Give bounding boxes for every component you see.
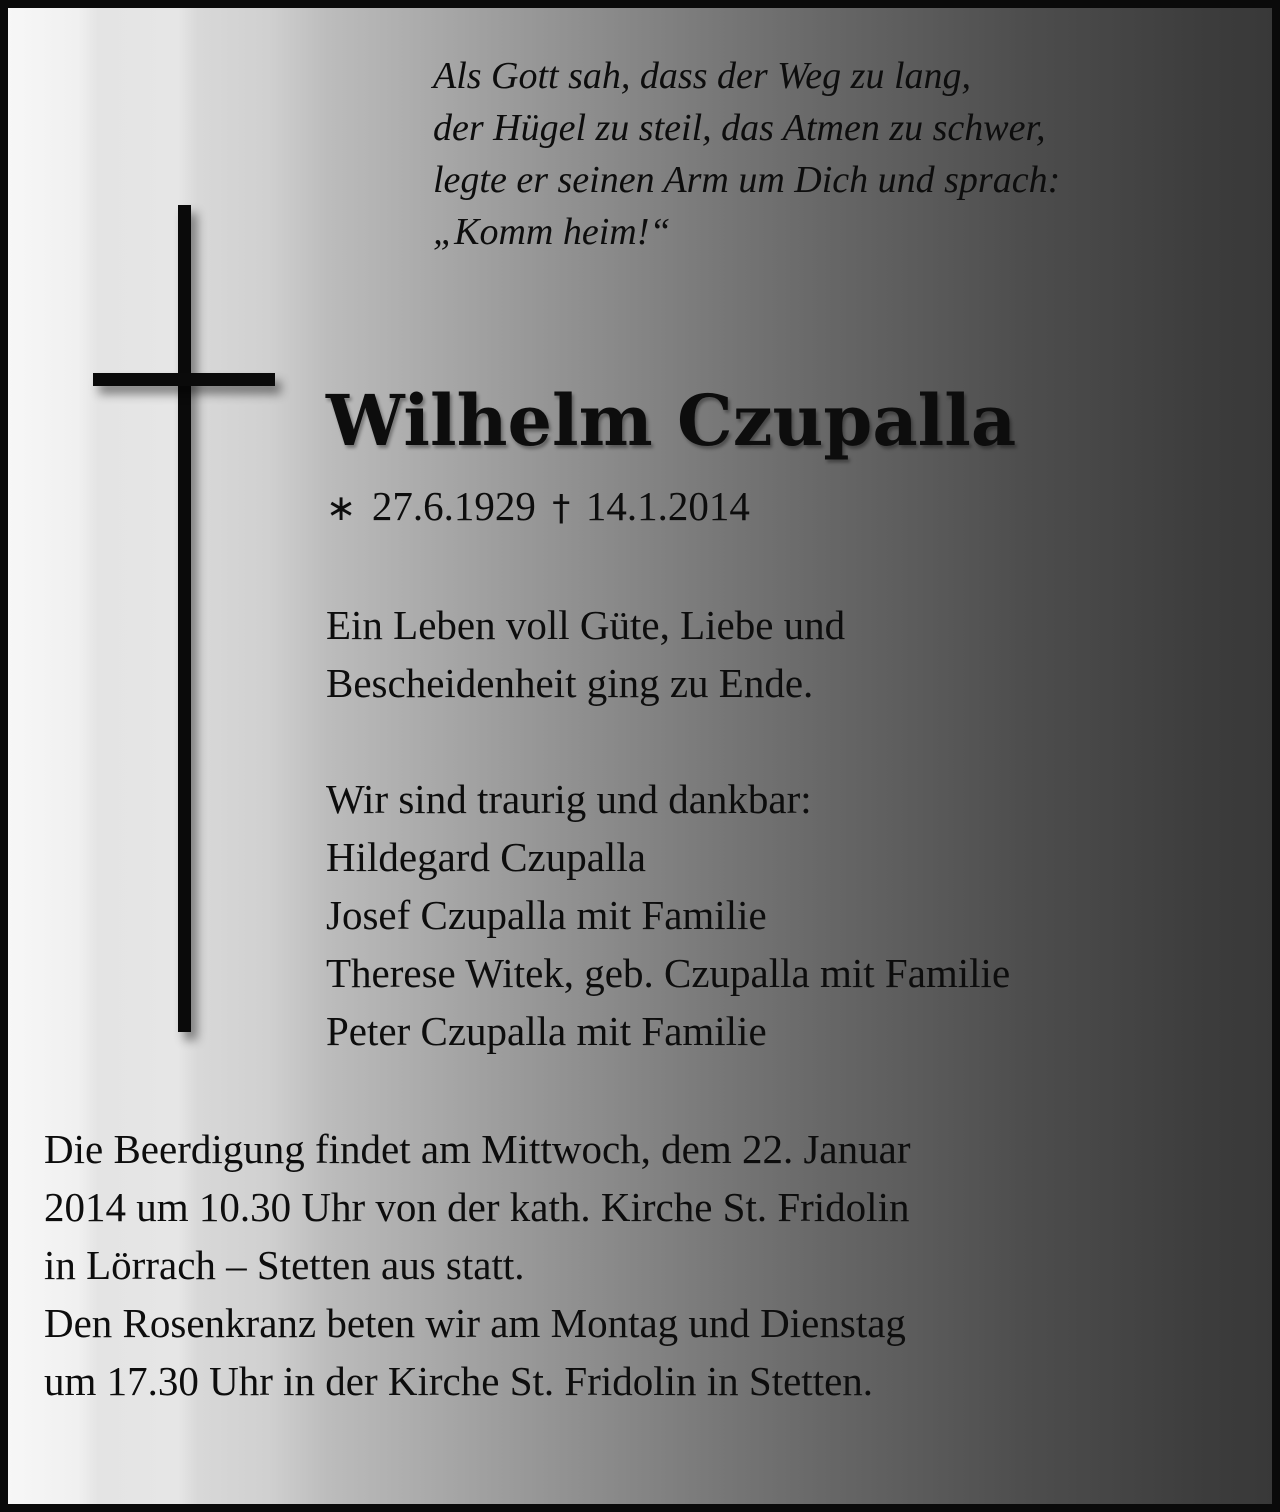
funeral-line: Den Rosenkranz beten wir am Montag und Dienstag [44,1300,906,1346]
cross-icon [178,205,191,1032]
tagline-line: Bescheidenheit ging zu Ende. [326,660,814,706]
birth-star-icon: ∗ [326,488,357,529]
cross-icon-crossbar [93,373,275,386]
funeral-info [44,1120,911,1410]
death-cross-icon: † [552,488,571,529]
poem-line: der Hügel zu steil, das Atmen zu schwer, [433,107,1046,149]
funeral-line: 2014 um 10.30 Uhr von der kath. Kirche St. Fridolin [44,1184,910,1230]
life-dates [326,478,756,537]
poem [433,50,1060,258]
poem-line: Als Gott sah, dass der Weg zu lang, [433,55,972,97]
tagline-line: Ein Leben voll Güte, Liebe und [326,602,846,648]
mourner-name: Therese Witek, geb. Czupalla mit Familie [326,950,1011,996]
poem-line: legte er seinen Arm um Dich und sprach: [433,159,1061,201]
mourner-name: Josef Czupalla mit Familie [326,892,767,938]
mourner-name: Hildegard Czupalla [326,834,646,880]
mourners [326,770,1010,1060]
mourners-intro: Wir sind traurig und dankbar: [326,776,812,822]
tagline [326,596,845,712]
funeral-line: in Lörrach – Stetten aus statt. [44,1242,525,1288]
mourner-name: Peter Czupalla mit Familie [326,1008,767,1054]
deceased-name: Wilhelm Czupalla [326,379,1017,462]
death-date: 14.1.2014 [585,483,750,529]
poem-line: „Komm heim!“ [433,211,671,253]
birth-date: 27.6.1929 [371,483,536,529]
funeral-line: Die Beerdigung findet am Mittwoch, dem 22. Januar [44,1126,911,1172]
funeral-line: um 17.30 Uhr in der Kirche St. Fridolin in Stetten. [44,1358,874,1404]
